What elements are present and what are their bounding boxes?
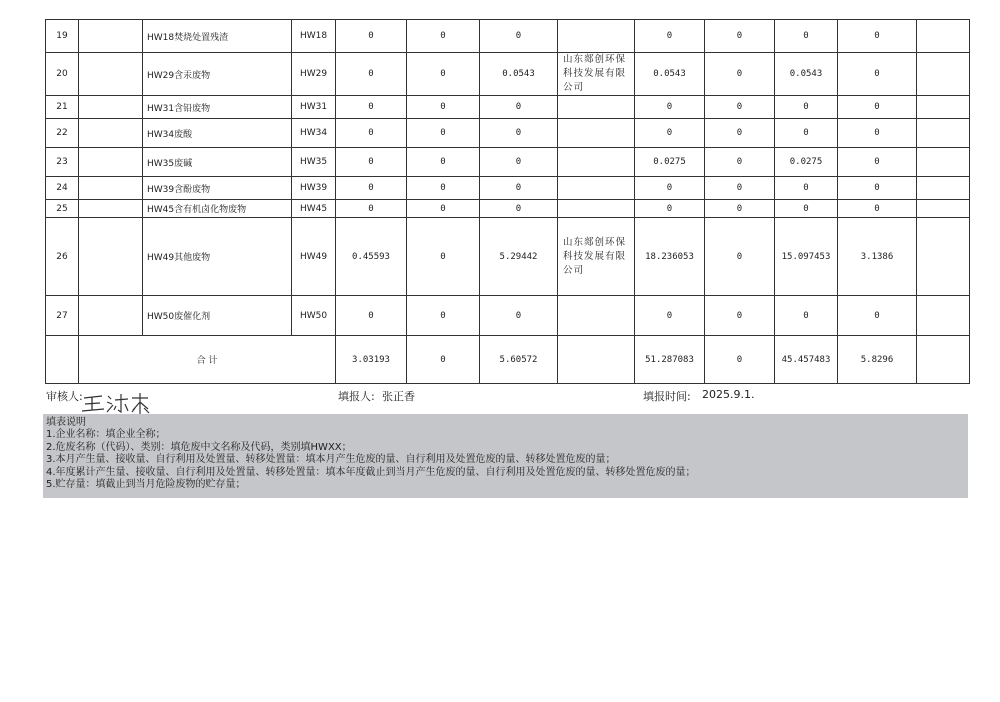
value-cell: 0 (480, 200, 558, 218)
total-blank-cell (558, 336, 635, 384)
category-cell (79, 53, 143, 96)
value-cell: 0 (838, 119, 917, 148)
value-cell: 0 (480, 177, 558, 200)
value-cell: 0 (635, 20, 705, 53)
total-blank-cell (46, 336, 79, 384)
waste-name-cell: HW18焚烧处置残渣 (143, 20, 292, 53)
value-cell: 0 (775, 119, 838, 148)
waste-name-cell: HW31含铅废物 (143, 96, 292, 119)
category-cell (79, 148, 143, 177)
value-cell: 0 (407, 177, 480, 200)
remarks-cell (917, 200, 970, 218)
value-cell: 0 (775, 96, 838, 119)
value-cell: 0 (775, 177, 838, 200)
date-label: 填报时间: (643, 390, 691, 403)
filler-label: 填报人: (338, 390, 375, 403)
value-cell: 0 (705, 20, 775, 53)
value-cell: 0 (775, 20, 838, 53)
value-cell: 0 (407, 53, 480, 96)
value-cell: 0 (480, 119, 558, 148)
value-cell: 0 (336, 119, 407, 148)
table-row (46, 96, 970, 119)
value-cell: 0 (480, 96, 558, 119)
value-cell: 0 (775, 200, 838, 218)
value-cell: 0 (336, 200, 407, 218)
waste-name-cell: HW45含有机卤化物废物 (143, 200, 292, 218)
value-cell: 0.0275 (775, 148, 838, 177)
value-cell: 0 (838, 148, 917, 177)
value-cell: 0 (480, 148, 558, 177)
value-cell: 0 (838, 20, 917, 53)
instructions-title: 填表说明 (46, 417, 86, 428)
remarks-cell (917, 53, 970, 96)
row-number-cell: 23 (46, 148, 79, 177)
value-cell: 0 (336, 53, 407, 96)
waste-code-cell: HW29 (292, 53, 336, 96)
instructions-panel (43, 414, 968, 498)
remarks-cell (917, 218, 970, 296)
value-cell: 0 (635, 96, 705, 119)
instruction-item: 3.本月产生量、接收量、自行利用及处置量、转移处置量：填本月产生危废的量、自行利用及处置危废的量、转移处置危废的量； (46, 454, 616, 466)
date-value: 2025.9.1. (702, 388, 755, 401)
row-number-cell: 21 (46, 96, 79, 119)
instruction-item: 1.企业名称：填企业全称； (46, 429, 166, 441)
row-number-cell: 22 (46, 119, 79, 148)
category-cell (79, 218, 143, 296)
remarks-cell (917, 148, 970, 177)
value-cell: 0 (635, 296, 705, 336)
disposal-unit-cell (558, 148, 635, 177)
hazardous-waste-table (45, 19, 970, 384)
remarks-cell (917, 20, 970, 53)
value-cell: 0 (407, 20, 480, 53)
reviewer-label: 审核人: (46, 390, 83, 403)
instruction-item: 2.危废名称（代码）、类别：填危废中文名称及代码，类别填HWXX； (46, 441, 352, 453)
value-cell: 15.097453 (775, 218, 838, 296)
waste-code-cell: HW49 (292, 218, 336, 296)
value-cell: 0 (705, 177, 775, 200)
disposal-unit-cell (558, 177, 635, 200)
disposal-unit-cell (558, 119, 635, 148)
waste-name-cell: HW49其他废物 (143, 218, 292, 296)
value-cell: 18.236053 (635, 218, 705, 296)
value-cell: 0 (336, 20, 407, 53)
value-cell: 3.1386 (838, 218, 917, 296)
value-cell: 0 (407, 218, 480, 296)
table-row (46, 177, 970, 200)
value-cell: 0 (336, 296, 407, 336)
value-cell: 0 (407, 119, 480, 148)
category-cell (79, 177, 143, 200)
row-number-cell: 20 (46, 53, 79, 96)
total-value-cell: 0 (407, 336, 480, 384)
disposal-unit-cell: 山东郯创环保科技发展有限公司 (558, 218, 635, 296)
value-cell: 0 (705, 200, 775, 218)
waste-code-cell: HW34 (292, 119, 336, 148)
waste-name-cell: HW39含酚废物 (143, 177, 292, 200)
instruction-item: 4.年度累计产生量、接收量、自行利用及处置量、转移处置量：填本年度截止到当月产生危废的量、自行利用及处置危废的量、转移处置危废的量； (46, 466, 696, 478)
table-row (46, 119, 970, 148)
value-cell: 0 (407, 200, 480, 218)
value-cell: 0.0543 (775, 53, 838, 96)
category-cell (79, 296, 143, 336)
total-value-cell: 51.287083 (635, 336, 705, 384)
row-number-cell: 27 (46, 296, 79, 336)
remarks-cell (917, 177, 970, 200)
value-cell: 0 (336, 177, 407, 200)
remarks-cell (917, 96, 970, 119)
value-cell: 0 (705, 119, 775, 148)
value-cell: 0 (705, 53, 775, 96)
total-label-cell: 合 计 (79, 336, 336, 384)
category-cell (79, 200, 143, 218)
total-value-cell: 0 (705, 336, 775, 384)
category-cell (79, 96, 143, 119)
value-cell: 0 (480, 296, 558, 336)
value-cell: 0.45593 (336, 218, 407, 296)
table-row (46, 53, 970, 96)
waste-code-cell: HW35 (292, 148, 336, 177)
row-number-cell: 24 (46, 177, 79, 200)
total-value-cell: 45.457483 (775, 336, 838, 384)
value-cell: 0 (635, 200, 705, 218)
value-cell: 0.0543 (480, 53, 558, 96)
waste-code-cell: HW45 (292, 200, 336, 218)
waste-code-cell: HW18 (292, 20, 336, 53)
value-cell: 0 (635, 177, 705, 200)
value-cell: 0 (336, 148, 407, 177)
row-number-cell: 25 (46, 200, 79, 218)
value-cell: 0.0543 (635, 53, 705, 96)
disposal-unit-cell: 山东郯创环保科技发展有限公司 (558, 53, 635, 96)
value-cell: 0 (838, 96, 917, 119)
value-cell: 0 (705, 148, 775, 177)
table-row (46, 200, 970, 218)
total-value-cell: 3.03193 (336, 336, 407, 384)
value-cell: 0 (407, 148, 480, 177)
disposal-unit-cell (558, 96, 635, 119)
remarks-cell (917, 296, 970, 336)
value-cell: 5.29442 (480, 218, 558, 296)
table-row (46, 218, 970, 296)
disposal-unit-cell (558, 296, 635, 336)
total-blank-cell (917, 336, 970, 384)
waste-name-cell: HW35废碱 (143, 148, 292, 177)
table-row (46, 148, 970, 177)
value-cell: 0.0275 (635, 148, 705, 177)
table-row (46, 20, 970, 53)
table-row (46, 296, 970, 336)
waste-code-cell: HW50 (292, 296, 336, 336)
waste-name-cell: HW34废酸 (143, 119, 292, 148)
total-value-cell: 5.60572 (480, 336, 558, 384)
value-cell: 0 (407, 96, 480, 119)
value-cell: 0 (838, 53, 917, 96)
reviewer-signature (80, 390, 152, 416)
waste-name-cell: HW50废催化剂 (143, 296, 292, 336)
value-cell: 0 (775, 296, 838, 336)
value-cell: 0 (838, 296, 917, 336)
category-cell (79, 20, 143, 53)
filler-name: 张正香 (382, 390, 415, 403)
total-value-cell: 5.8296 (838, 336, 917, 384)
value-cell: 0 (705, 218, 775, 296)
value-cell: 0 (838, 200, 917, 218)
value-cell: 0 (838, 177, 917, 200)
waste-code-cell: HW31 (292, 96, 336, 119)
disposal-unit-cell (558, 200, 635, 218)
total-row (46, 336, 970, 384)
value-cell: 0 (407, 296, 480, 336)
category-cell (79, 119, 143, 148)
value-cell: 0 (635, 119, 705, 148)
table-body (46, 20, 970, 384)
waste-code-cell: HW39 (292, 177, 336, 200)
value-cell: 0 (705, 96, 775, 119)
row-number-cell: 19 (46, 20, 79, 53)
row-number-cell: 26 (46, 218, 79, 296)
value-cell: 0 (705, 296, 775, 336)
waste-name-cell: HW29含汞废物 (143, 53, 292, 96)
value-cell: 0 (336, 96, 407, 119)
value-cell: 0 (480, 20, 558, 53)
remarks-cell (917, 119, 970, 148)
disposal-unit-cell (558, 20, 635, 53)
instruction-item: 5.贮存量：填截止到当月危险废物的贮存量； (46, 479, 246, 491)
